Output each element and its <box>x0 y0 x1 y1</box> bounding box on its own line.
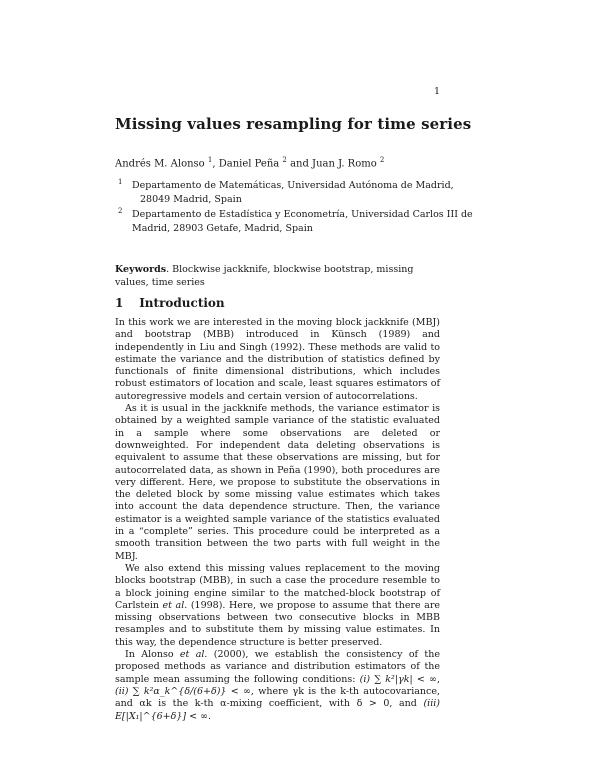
section-body <box>115 317 440 723</box>
paragraph-text: In Alonso <box>125 649 180 661</box>
et-al: et al. <box>179 649 208 661</box>
condition-label: (iii) <box>423 698 440 710</box>
affiliation-line: Madrid, 28903 Getafe, Madrid, Spain <box>132 222 313 234</box>
math-condition-3: E[|X₁|^{6+δ}] < ∞ <box>115 710 209 722</box>
math-condition-1: ∑ k²|γk| < ∞ <box>374 673 437 685</box>
affiliation-1 <box>118 179 454 206</box>
section-title: Introduction <box>139 296 225 310</box>
paragraph-text: (1998). Here, we propose to assume that there are missing observations between two consecutive blocks in MBB resamples and to substitute them by missing value estimates. In this way, the dependence structure is better preserved. <box>115 599 440 648</box>
keywords-label: Keywords <box>115 264 167 275</box>
condition-label: (i) <box>359 673 371 685</box>
paper-title: Missing values resampling for time series <box>115 115 472 133</box>
keywords <box>115 264 440 289</box>
author-name: and Juan J. Romo <box>290 158 377 170</box>
condition-label: (ii) <box>115 685 129 697</box>
affiliation-number: 1 <box>118 178 123 186</box>
author-affil-mark: 2 <box>379 156 385 164</box>
paragraph-text: , where γk is the k-th autocovariance, and αk is the k-th α-mixing coefficient, with δ > 0, and <box>115 685 440 710</box>
affiliation-line: Departamento de Estadística y Econometría, Universidad Carlos III de <box>132 209 473 220</box>
page-number: 1 <box>434 86 441 97</box>
paragraph: As it is usual in the jackknife methods, the variance estimator is obtained by a weighted sample variance of the statistic evaluated in a sample where some observations are deleted or downweighted. For independent data deleting observations is equivalent to assume that these observations are missing, but for autocorrelated data, as shown in Peña (1990), both procedures are very different. Here, we propose to substitute the observations in the deleted block by some missing value estimates which takes into account the data dependence structure. Then, the variance estimator is a weighted sample variance of the statistics evaluated in a “complete” series. This procedure could be interpreted as a smooth transition between the two parts with full weight in the MBJ. <box>115 403 440 562</box>
affiliation-line: 28049 Madrid, Spain <box>140 193 242 205</box>
affiliation-line: Departamento de Matemáticas, Universidad Autónoma de Madrid, <box>132 180 454 191</box>
paragraph: In this work we are interested in the moving block jackknife (MBJ) and bootstrap (MBB) introduced in Künsch (1989) and independently in Liu and Singh (1992). These methods are valid to estimate the variance and the distribution of statistics defined by functionals of finite dimensional distributions, which includes robust estimators of location and scale, least squares estimators of autoregressive models and certain version of autocorrelations. <box>115 317 440 402</box>
section-heading <box>115 296 225 310</box>
author-name: Andrés M. Alonso <box>115 158 205 170</box>
paragraph-text: We also extend this missing values replacement to the moving blocks bootstrap (MBB), in such a case the procedure resemble to a block joining engine similar to the matched-block bootstrap of Carlstein <box>115 562 440 611</box>
paragraph <box>115 563 440 649</box>
paragraph-text: . <box>208 710 212 722</box>
author-affil-mark: 1 <box>207 156 213 164</box>
math-condition-2: ∑ k²α_k^{δ/(6+δ)} < ∞ <box>132 685 251 697</box>
author-list <box>115 156 384 169</box>
paragraph-text: (2000), we establish the consistency of the proposed methods as variance and distribution estimators of the sample mean assuming the following conditions: <box>115 649 440 685</box>
affiliation-2 <box>118 208 473 235</box>
section-number: 1 <box>115 296 124 310</box>
author-name: , Daniel Peña <box>212 158 280 170</box>
et-al: et al. <box>162 599 188 611</box>
paragraph-text: , <box>436 673 440 685</box>
author-affil-mark: 2 <box>282 156 287 164</box>
keywords-text: . Blockwise jackknife, blockwise bootstrap, missing values, time series <box>115 264 414 288</box>
paragraph <box>115 649 440 723</box>
affiliation-number: 2 <box>118 207 123 215</box>
